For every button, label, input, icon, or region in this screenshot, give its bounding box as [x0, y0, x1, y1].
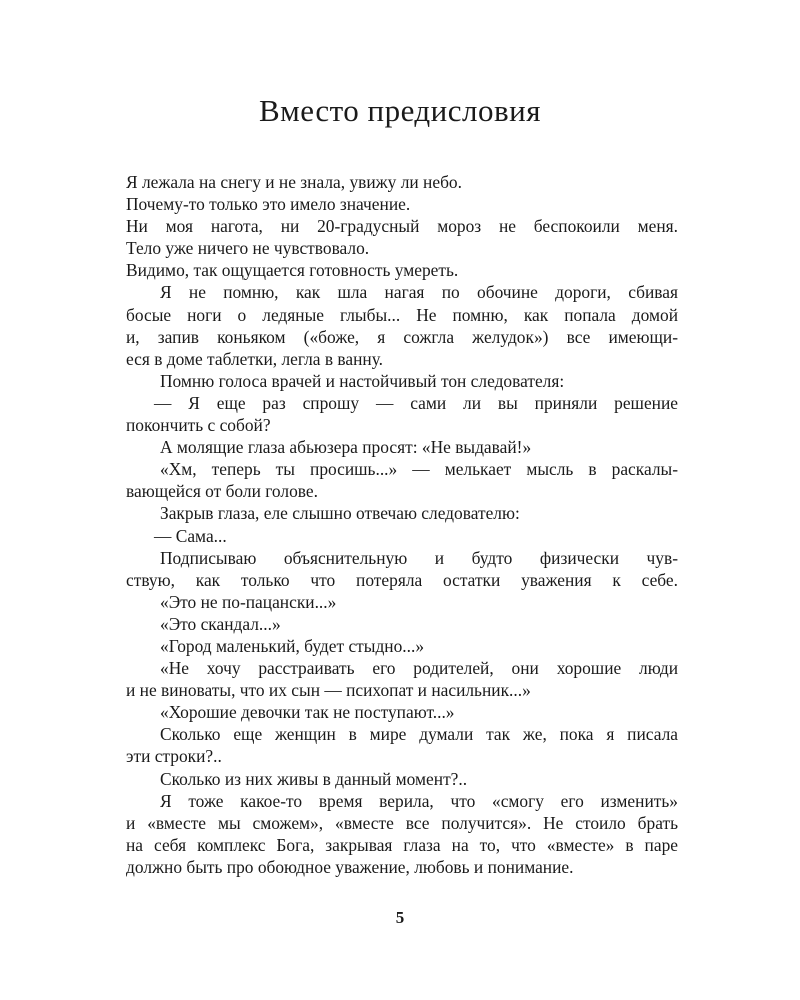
text-line: Тело уже ничего не чувствовало. [126, 238, 370, 259]
text-line: и, запив коньяком («боже, я сожгла желудок») все имеющи- [126, 326, 678, 347]
text-line: — Я еще раз спрошу — сами ли вы приняли решение [154, 392, 678, 413]
text-line: и «вместе мы сможем», «вместе все получится». Не стоило брать [126, 812, 678, 833]
text-line: Почему-то только это имело значение. [126, 194, 411, 215]
text-line: эти строки?.. [126, 746, 222, 767]
text-line: Сколько из них живы в данный момент?.. [160, 768, 468, 789]
text-line: — Сама... [154, 525, 227, 546]
text-line: Помню голоса врачей и настойчивый тон следователя: [160, 370, 565, 391]
text-line: босые ноги о ледяные глыбы... Не помню, как попала домой [126, 304, 678, 325]
text-line: ствую, как только что потеряла остатки уважения к себе. [126, 569, 678, 590]
text-line: покончить с собой? [126, 415, 271, 436]
text-line: Ни моя нагота, ни 20-градусный мороз не беспокоили меня. [126, 216, 678, 237]
text-line: Сколько еще женщин в мире думали так же, пока я писала [160, 724, 678, 745]
text-line: Подписываю объяснительную и будто физически чув- [160, 547, 678, 568]
text-line: вающейся от боли голове. [126, 481, 318, 502]
text-line: Я тоже какое-то время верила, что «смогу его изменить» [160, 790, 678, 811]
page-number: 5 [395, 908, 405, 927]
text-line: должно быть про обоюдное уважение, любовь и понимание. [126, 856, 574, 877]
text-line: «Город маленький, будет стыдно...» [160, 635, 425, 656]
chapter-title: Вместо предисловия [259, 93, 541, 128]
text-line: Я не помню, как шла нагая по обочине дороги, сбивая [160, 282, 678, 303]
text-line: Закрыв глаза, еле слышно отвечаю следователю: [160, 503, 520, 524]
text-line: на себя комплекс Бога, закрывая глаза на то, что «вместе» в паре [126, 834, 678, 855]
text-line: и не виноваты, что их сын — психопат и насильник...» [126, 680, 531, 701]
text-line: «Это не по-пацански...» [160, 591, 337, 612]
text-line: еся в доме таблетки, легла в ванну. [126, 348, 384, 369]
text-line: «Это скандал...» [160, 613, 281, 634]
text-line: Я лежала на снегу и не знала, увижу ли небо. [126, 172, 462, 192]
text-line: А молящие глаза абьюзера просят: «Не выдавай!» [160, 437, 532, 458]
text-line: Видимо, так ощущается готовность умереть. [126, 260, 459, 281]
text-line: «Хм, теперь ты просишь...» — мелькает мысль в раскалы- [160, 459, 678, 480]
text-line: «Хорошие девочки так не поступают...» [160, 702, 455, 723]
text-line: «Не хочу расстраивать его родителей, они хорошие люди [160, 658, 678, 679]
chapter-body [126, 171, 678, 878]
